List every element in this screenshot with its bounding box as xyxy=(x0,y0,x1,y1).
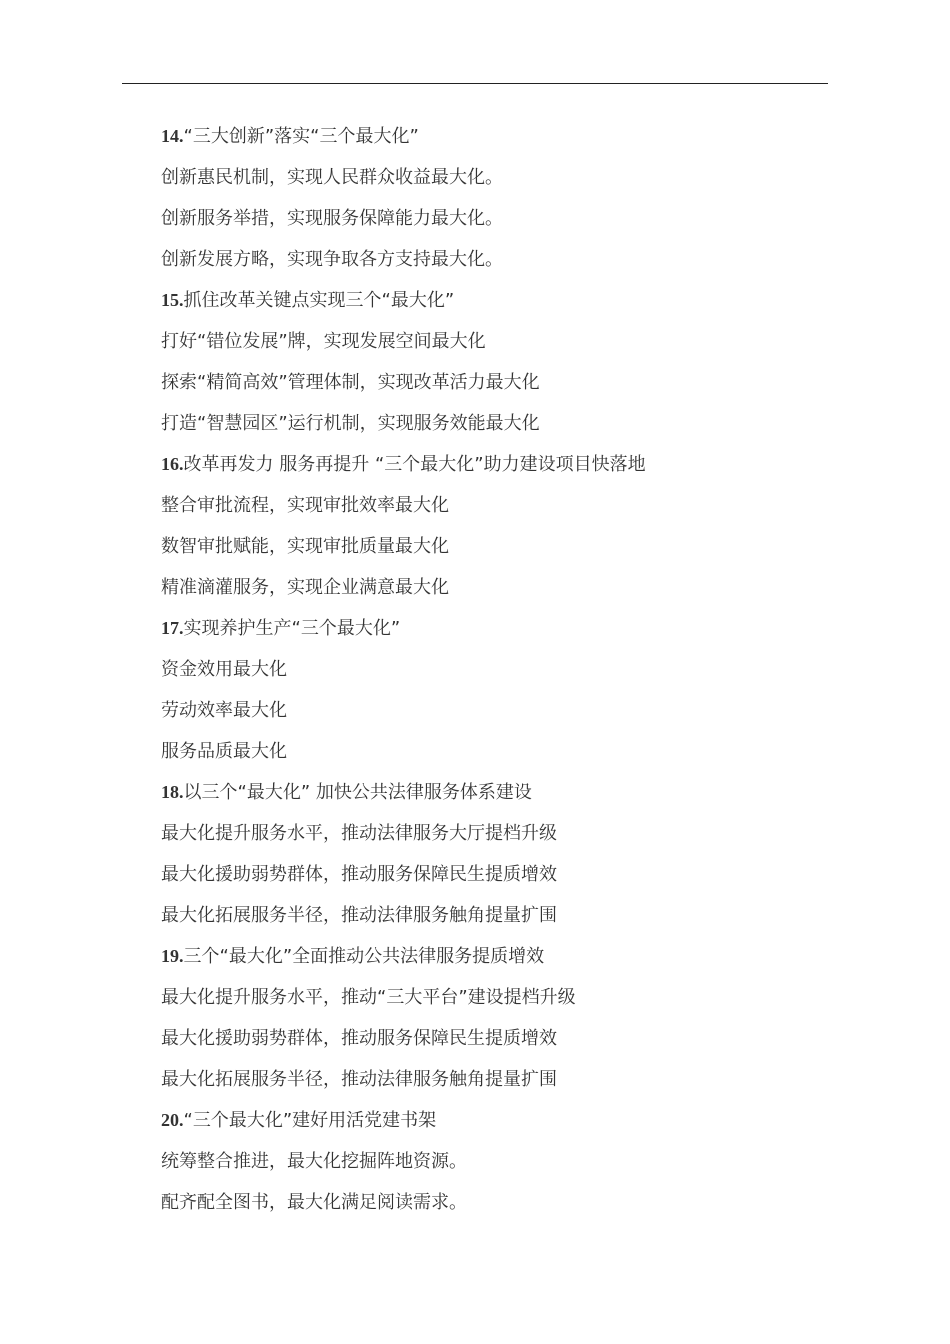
section-title: 以三个“最大化” 加快公共法律服务体系建设 xyxy=(183,782,532,803)
section-number: 16. xyxy=(161,454,184,474)
section-item: 最大化援助弱势群体，推动服务保障民生提质增效 xyxy=(161,864,557,885)
section-item: 精准滴灌服务，实现企业满意最大化 xyxy=(161,577,449,598)
section-item: 整合审批流程，实现审批效率最大化 xyxy=(161,495,449,516)
section-title: 三个“最大化”全面推动公共法律服务提质增效 xyxy=(183,946,545,967)
section-number: 17. xyxy=(161,618,184,638)
section-heading xyxy=(161,116,801,157)
section-item: 资金效用最大化 xyxy=(161,659,287,680)
header-rule xyxy=(122,83,828,84)
section-item: 探索“精简高效”管理体制，实现改革活力最大化 xyxy=(161,372,540,393)
section-item: 创新发展方略，实现争取各方支持最大化。 xyxy=(161,249,503,270)
section-number: 19. xyxy=(161,946,184,966)
section-title: “三大创新”落实“三个最大化” xyxy=(183,126,419,147)
section-heading xyxy=(161,444,801,485)
section-item: 创新惠民机制，实现人民群众收益最大化。 xyxy=(161,167,503,188)
section-number: 20. xyxy=(161,1110,184,1130)
section-number: 14. xyxy=(161,126,184,146)
section-title: “三个最大化”建好用活党建书架 xyxy=(183,1110,437,1131)
section-title: 抓住改革关键点实现三个“最大化” xyxy=(183,290,455,311)
section-item: 配齐配全图书，最大化满足阅读需求。 xyxy=(161,1192,467,1213)
section-heading xyxy=(161,1100,801,1141)
section-item: 最大化提升服务水平，推动法律服务大厅提档升级 xyxy=(161,823,557,844)
section-item: 最大化援助弱势群体，推动服务保障民生提质增效 xyxy=(161,1028,557,1049)
section-heading xyxy=(161,772,801,813)
section-item: 最大化拓展服务半径，推动法律服务触角提量扩围 xyxy=(161,905,557,926)
section-item: 数智审批赋能，实现审批质量最大化 xyxy=(161,536,449,557)
section-heading xyxy=(161,608,801,649)
section-item: 服务品质最大化 xyxy=(161,741,287,762)
section-heading xyxy=(161,936,801,977)
section-item: 劳动效率最大化 xyxy=(161,700,287,721)
document-body xyxy=(161,116,801,1223)
section-item: 创新服务举措，实现服务保障能力最大化。 xyxy=(161,208,503,229)
section-title: 实现养护生产“三个最大化” xyxy=(183,618,401,639)
section-title: 改革再发力 服务再提升 “三个最大化”助力建设项目快落地 xyxy=(183,454,646,475)
section-item: 打造“智慧园区”运行机制，实现服务效能最大化 xyxy=(161,413,540,434)
section-number: 15. xyxy=(161,290,184,310)
section-number: 18. xyxy=(161,782,184,802)
section-item: 最大化提升服务水平，推动“三大平台”建设提档升级 xyxy=(161,987,576,1008)
section-item: 最大化拓展服务半径，推动法律服务触角提量扩围 xyxy=(161,1069,557,1090)
section-item: 统筹整合推进，最大化挖掘阵地资源。 xyxy=(161,1151,467,1172)
section-heading xyxy=(161,280,801,321)
section-item: 打好“错位发展”牌，实现发展空间最大化 xyxy=(161,331,486,352)
